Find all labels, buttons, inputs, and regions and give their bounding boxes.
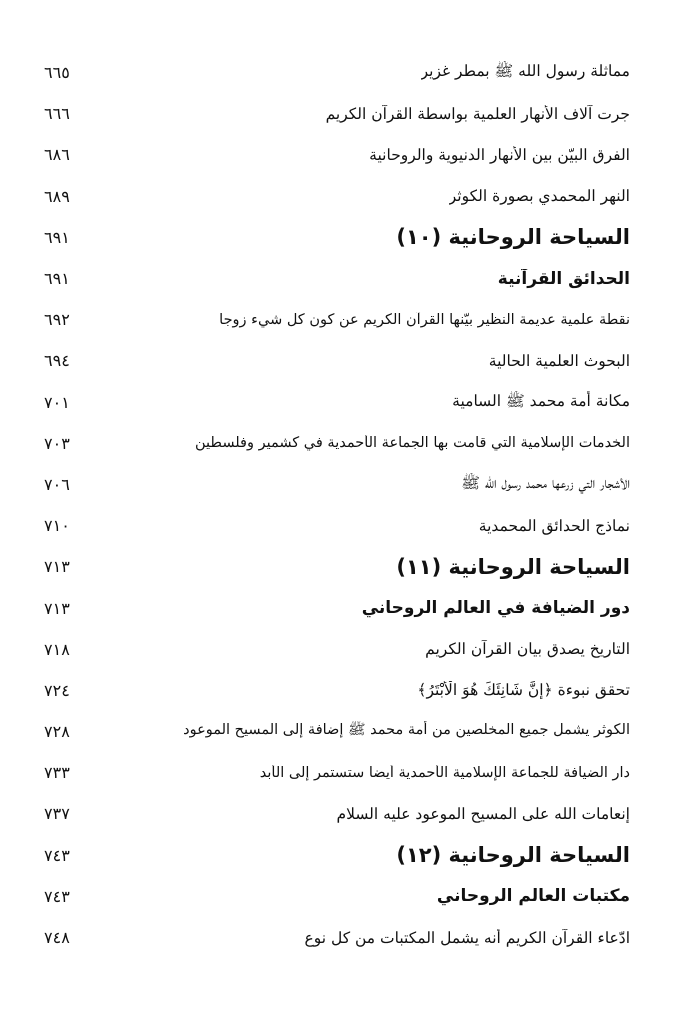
- toc-entry-title: جرت آلاف الأنهار العلمية بواسطة القرآن الكريم: [325, 104, 630, 123]
- toc-entry-title: دار الضيافة للجماعة الإسلامية الأحمدية أيضا ستستمر إلى الأبد: [259, 764, 630, 781]
- toc-entry-page: ٦٩٢: [44, 310, 70, 330]
- toc-entry[interactable]: [44, 752, 630, 793]
- toc-entry-page: ٧١٣: [44, 557, 70, 577]
- toc-entry[interactable]: [44, 382, 630, 423]
- toc-entry-page: ٧٠٣: [44, 433, 70, 453]
- toc-subsection-heading[interactable]: [44, 258, 630, 299]
- toc-entry-title: الفرق البيّن بين الأنهار الدنيوية والروحانية: [369, 145, 630, 164]
- toc-entry[interactable]: [44, 93, 630, 134]
- toc-subsection-heading[interactable]: [44, 587, 630, 628]
- toc-entry[interactable]: [44, 917, 630, 958]
- toc-entry-page: ٦٩١: [44, 269, 70, 289]
- toc-entry-title: مماثلة رسول الله ﷺ بمطر غزير: [420, 62, 630, 81]
- toc-entry[interactable]: [44, 464, 630, 505]
- toc-entry-title: التاريخ يصدق بيان القرآن الكريم: [425, 640, 630, 659]
- toc-entry-page: ٧٤٣: [44, 845, 70, 865]
- toc-entry-page: ٧٣٧: [44, 804, 70, 824]
- toc-section-title: السياحة الروحانية (١١): [396, 554, 630, 579]
- toc-entry[interactable]: [44, 711, 630, 752]
- toc-section-heading[interactable]: [44, 217, 630, 258]
- toc-entry-title: البحوث العلمية الحالية: [488, 351, 630, 370]
- toc-entry-title: الأشجار التي زرعها محمد رسول الله ﷺ: [461, 473, 630, 492]
- toc-entry-page: ٧١٣: [44, 598, 70, 618]
- toc-entry-page: ٦٦٦: [44, 104, 70, 124]
- toc-section-title: السياحة الروحانية (١٢): [396, 843, 630, 868]
- toc-section-heading[interactable]: [44, 546, 630, 587]
- toc-entry-page: ٦٨٦: [44, 145, 70, 165]
- toc-entry-page: ٧٣٣: [44, 763, 70, 783]
- toc-entry-page: ٧٠١: [44, 392, 70, 412]
- toc-entry-title: تحقق نبوءة ﴿إِنَّ شَانِئَكَ هُوَ الْأَبْتَرُ﴾: [417, 681, 630, 700]
- toc-subsection-title: دور الضيافة في العالم الروحاني: [361, 598, 630, 619]
- toc-entry[interactable]: [44, 52, 630, 93]
- toc-entry[interactable]: [44, 629, 630, 670]
- toc-entry[interactable]: [44, 670, 630, 711]
- toc-entry[interactable]: [44, 176, 630, 217]
- toc-entry-title: الكوثر يشمل جميع المخلصين من أمة محمد ﷺ إضافة إلى المسيح الموعود: [183, 722, 630, 739]
- toc-entry-page: ٧٤٨: [44, 928, 70, 948]
- toc-entry[interactable]: [44, 793, 630, 834]
- toc-entry-page: ٧٠٦: [44, 474, 70, 494]
- toc-entry-title: الخدمات الإسلامية التي قامت بها الجماعة الأحمدية في كشمير وفلسطين: [195, 435, 630, 452]
- toc-entry-page: ٧٤٣: [44, 886, 70, 906]
- toc-entry-title: إنعامات الله على المسيح الموعود عليه السلام: [336, 804, 630, 823]
- toc-entry-page: ٧١٠: [44, 516, 70, 536]
- toc-subsection-title: الحدائق القرآنية: [497, 268, 630, 289]
- toc-entry-title: نماذج الحدائق المحمدية: [478, 516, 630, 535]
- toc-entry-page: ٦٩١: [44, 227, 70, 247]
- toc-entry-page: ٦٩٤: [44, 351, 70, 371]
- toc-entry[interactable]: [44, 423, 630, 464]
- toc-entry[interactable]: [44, 340, 630, 381]
- toc-entry-title: مكانة أمة محمد ﷺ السامية: [452, 391, 630, 410]
- toc-entry-page: ٦٦٥: [44, 63, 70, 83]
- toc-entry-title: ادّعاء القرآن الكريم أنه يشمل المكتبات من كل نوع: [304, 928, 630, 947]
- table-of-contents: [44, 52, 630, 958]
- toc-entry[interactable]: [44, 134, 630, 175]
- toc-entry-page: ٦٨٩: [44, 186, 70, 206]
- toc-entry-title: النهر المحمدي بصورة الكوثر: [448, 187, 630, 206]
- toc-section-heading[interactable]: [44, 835, 630, 876]
- toc-entry[interactable]: [44, 505, 630, 546]
- toc-entry-title: نقطة علمية عديمة النظير بيّنها القرآن الكريم عن كون كل شيء زوجا: [219, 311, 630, 328]
- toc-subsection-heading[interactable]: [44, 876, 630, 917]
- toc-subsection-title: مكتبات العالم الروحاني: [436, 886, 630, 907]
- toc-entry[interactable]: [44, 299, 630, 340]
- toc-entry-page: ٧٢٨: [44, 722, 70, 742]
- toc-entry-page: ٧٢٤: [44, 680, 70, 700]
- toc-section-title: السياحة الروحانية (١٠): [396, 225, 630, 250]
- toc-entry-page: ٧١٨: [44, 639, 70, 659]
